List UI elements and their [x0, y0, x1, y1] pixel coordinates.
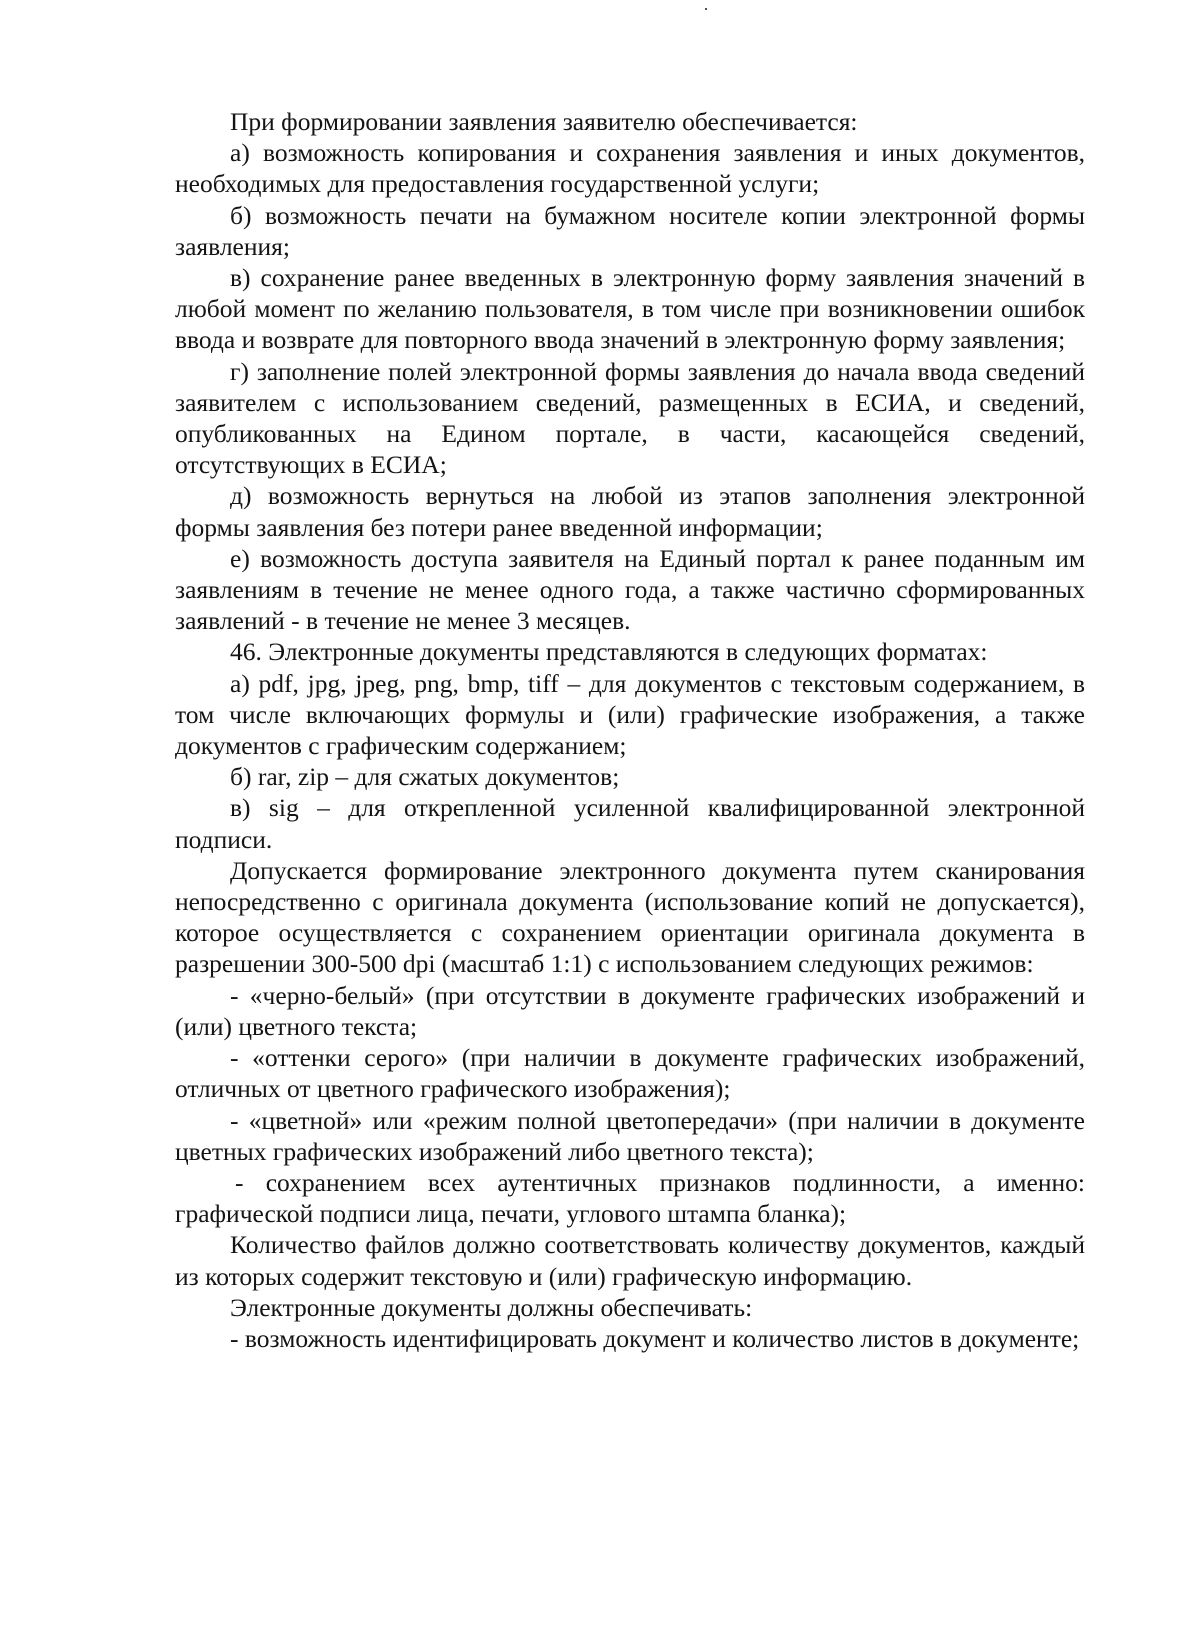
paragraph-intro: При формировании заявления заявителю обеспечивается:	[230, 107, 858, 136]
paragraph-file-count: Количество файлов должно соответствовать количеству документов, каждый из которых содержит текстовую и (или) графическую информацию.	[175, 1230, 1085, 1291]
paragraph-item-e: е) возможность доступа заявителя на Единый портал к ранее поданным им заявлениям в течение не менее одного года, а также частично сформированных заявлений - в течение не менее 3 месяцев.	[175, 543, 1085, 636]
paragraph-item-g: г) заполнение полей электронной формы заявления до начала ввода сведений заявителем с использованием сведений, размещенных в ЕСИА, и сведений, опубликованных на Едином портале, в части, касающейся сведений, отсутствующих в ЕСИА;	[175, 356, 1085, 480]
paragraph-identify: - возможность идентифицировать документ и количество листов в документе;	[230, 1323, 1080, 1353]
paragraph-item-d: д) возможность вернуться на любой из этапов заполнения электронной формы заявления без потери ранее введенной информации;	[175, 481, 1085, 542]
paragraph-item-a: а) возможность копирования и сохранения заявления и иных документов, необходимых для предоставления государственной услуги;	[175, 138, 1085, 199]
paragraph-item-b: б) возможность печати на бумажном носителе копии электронной формы заявления;	[175, 200, 1085, 261]
paragraph-scanning: Допускается формирование электронного документа путем сканирования непосредственно с оригинала документа (использование копий не допускается), которое осуществляется с сохранением ориентации оригинала документа в разрешении 300-500 dpi (масштаб 1:1) с использованием следующих режимов:	[175, 855, 1085, 979]
scan-speck	[705, 8, 707, 10]
paragraph-section-46: 46. Электронные документы представляются в следующих форматах:	[230, 637, 988, 667]
paragraph-format-a: а) pdf, jpg, jpeg, png, bmp, tiff – для документов с текстовым содержанием, в том числе включающих формулы и (или) графические изображения, а также документов с графическим содержанием;	[175, 668, 1085, 761]
paragraph-format-b: б) rar, zip – для сжатых документов;	[230, 762, 620, 792]
paragraph-mode-bw: - «черно-белый» (при отсутствии в документе графических изображений и (или) цветного текста;	[175, 980, 1085, 1041]
paragraph-authenticity: - сохранением всех аутентичных признаков подлинности, а именно: графической подписи лица, печати, углового штампа бланка);	[175, 1167, 1085, 1229]
document-body	[175, 106, 1085, 1354]
paragraph-mode-gray: - «оттенки серого» (при наличии в документе графических изображений, отличных от цветного графического изображения);	[175, 1043, 1085, 1104]
paragraph-item-v: в) сохранение ранее введенных в электронную форму заявления значений в любой момент по желанию пользователя, в том числе при возникновении ошибок ввода и возврате для повторного ввода значений в электронную форму заявления;	[175, 263, 1085, 355]
paragraph-mode-color: - «цветной» или «режим полной цветопередачи» (при наличии в документе цветных графических изображений либо цветного текста);	[175, 1105, 1085, 1166]
paragraph-requirements: Электронные документы должны обеспечивать:	[230, 1292, 753, 1322]
paragraph-format-v: в) sig – для открепленной усиленной квалифицированной электронной подписи.	[175, 793, 1085, 854]
